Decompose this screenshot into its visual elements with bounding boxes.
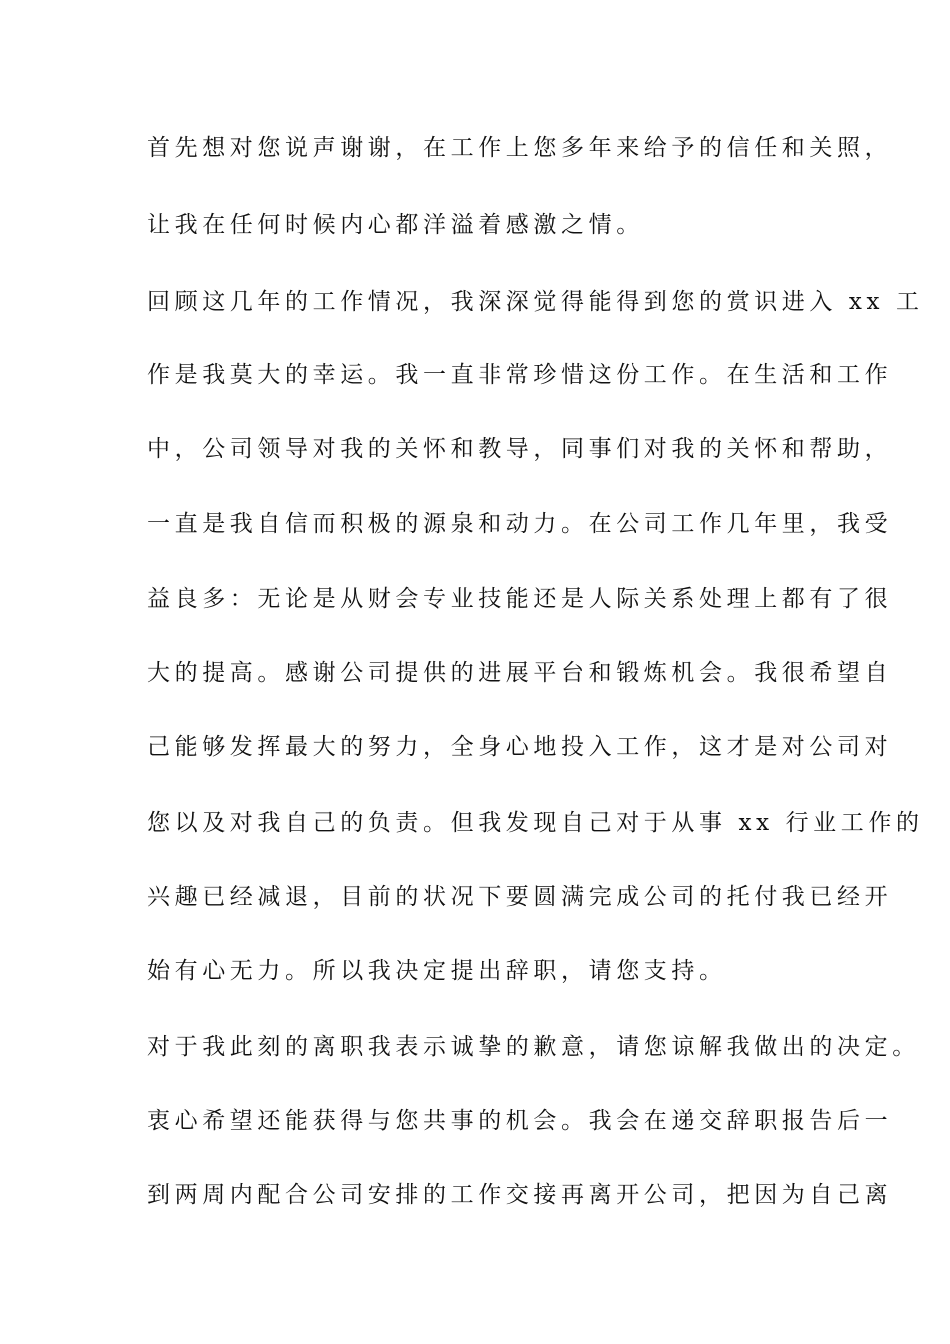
text-line: 首先想对您说声谢谢，在工作上您多年来给予的信任和关照， <box>147 135 893 161</box>
text-line: 益良多：无论是从财会专业技能还是人际关系处理上都有了很 <box>147 586 893 612</box>
text-line: 一直是我自信而积极的源泉和动力。在公司工作几年里，我受 <box>147 511 893 537</box>
text-line: 让我在任何时候内心都洋溢着感激之情。 <box>147 212 644 238</box>
text-line: 始有心无力。所以我决定提出辞职，请您支持。 <box>147 958 727 984</box>
text-line: 作是我莫大的幸运。我一直非常珍惜这份工作。在生活和工作 <box>147 362 893 388</box>
text-line: 己能够发挥最大的努力，全身心地投入工作，这才是对公司对 <box>147 734 893 760</box>
text-line: 中，公司领导对我的关怀和教导，同事们对我的关怀和帮助， <box>147 436 893 462</box>
text-line: 大的提高。感谢公司提供的进展平台和锻炼机会。我很希望自 <box>147 660 893 686</box>
text-line: 回顾这几年的工作情况，我深深觉得能得到您的赏识进入 xx 工 <box>147 289 924 315</box>
text-line: 到两周内配合公司安排的工作交接再离开公司，把因为自己离 <box>147 1182 893 1208</box>
text-line: 对于我此刻的离职我表示诚挚的歉意，请您谅解我做出的决定。 <box>147 1034 920 1060</box>
text-line: 您以及对我自己的负责。但我发现自己对于从事 xx 行业工作的 <box>147 810 924 836</box>
text-line: 兴趣已经减退，目前的状况下要圆满完成公司的托付我已经开 <box>147 884 893 910</box>
text-line: 衷心希望还能获得与您共事的机会。我会在递交辞职报告后一 <box>147 1108 893 1134</box>
